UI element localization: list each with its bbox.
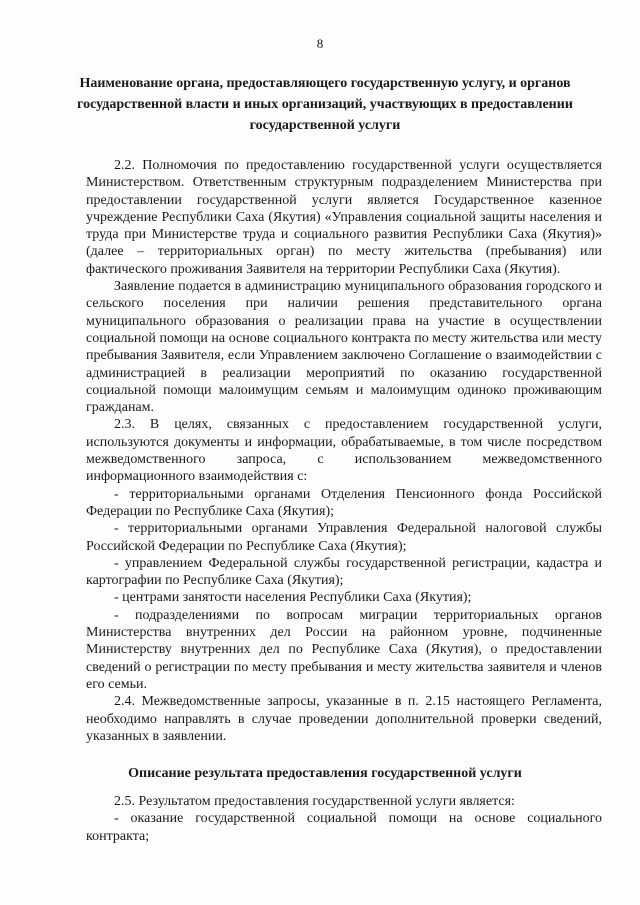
body-block-result	[86, 793, 602, 845]
paragraph-2-2: 2.2. Полномочия по предоставлению государственной услуги осуществляется Министерством. Ответственным структурным подразделением Министерства при предоставлении государственной услуги является Государственное казенное учреждение Республики Саха (Якутия) «Управления социальной защиты населения и труда при Министерстве труда и социального развития Республики Саха (Якутия)» (далее – территориальных орган) по месту жительства (пребывания) или фактического проживания Заявителя на территории Республики Саха (Якутия).	[86, 158, 602, 277]
list-item-employment-centers: - центрами занятости населения Республики Саха (Якутия);	[114, 590, 472, 606]
list-item-social-contract: - оказание государственной социальной помощи на основе социального контракта;	[86, 811, 602, 844]
list-item-migration-divisions: - подразделениями по вопросам миграции территориальных органов Министерства внутренних дел России на районном уровне, подчиненные Министерству внутренних дел по Республике Саха (Якутия), о предоставлении сведений о регистрации по месту пребывания и месту жительства заявителя и членов его семьи.	[86, 607, 602, 692]
list-item-tax-service: - территориальными органами Управления Федеральной налоговой службы Российской Федерации по Республике Саха (Якутия);	[86, 521, 602, 554]
paragraph-2-2-continuation: Заявление подается в администрацию муниципального образования городского и сельского поселения при наличии решения представительного органа муниципального образования о реализации права на участие в осуществлении социальной помощи на основе социального контракта по месту жительства или месту пребывания Заявителя, если Управлением заключено Соглашение о взаимодействии с администрацией в реализации мероприятий по оказанию государственной социальной помощи малоимущим семьям и малоимущим одиноко проживающим гражданам.	[86, 279, 602, 416]
body-block-main	[86, 157, 602, 745]
list-item-registration-service: - управлением Федеральной службы государственной регистрации, кадастра и картографии по Республике Саха (Якутия);	[86, 555, 602, 589]
paragraph-2-5: 2.5. Результатом предоставления государственной услуги является:	[114, 794, 515, 809]
page-number: 8	[316, 36, 324, 51]
section-heading-result: Описание результата предоставления государственной услуги	[128, 766, 522, 781]
paragraph-2-4: 2.4. Межведомственные запросы, указанные в п. 2.15 настоящего Регламента, необходимо направлять в случае проведении дополнительной проверки сведений, указанных в заявлении.	[86, 694, 602, 744]
section-heading-provider: Наименование органа, предоставляющего государственную услугу, и органов государственной власти и иных организаций, участвующих в предоставлении государственной услуги	[77, 76, 573, 133]
paragraph-2-3: 2.3. В целях, связанных с предоставлением государственной услуги, используются документы и информации, обрабатываемые, в том числе посредством межведомственного запроса, с использованием межведомственного информационного взаимодействия с:	[86, 417, 602, 485]
list-item-pension-fund: - территориальными органами Отделения Пенсионного фонда Российской Федерации по Республике Саха (Якутия);	[86, 486, 602, 519]
